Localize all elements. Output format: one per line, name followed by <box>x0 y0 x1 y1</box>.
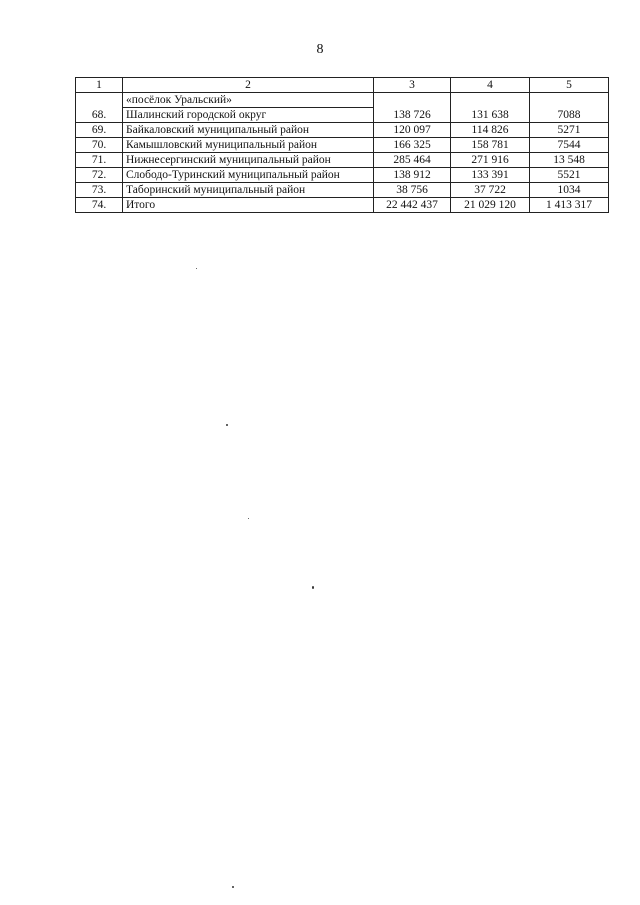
scan-speck <box>226 424 228 426</box>
table-header-row <box>76 78 609 93</box>
row-value-col5-cell: 1 413 317 <box>530 198 609 213</box>
scan-speck <box>312 586 314 589</box>
row-value-col5-cell: 7088 <box>530 108 609 123</box>
continuation-num-cell <box>76 93 123 108</box>
row-number-cell: 71. <box>76 153 123 168</box>
row-value-col5-cell: 5521 <box>530 168 609 183</box>
table-row <box>76 153 609 168</box>
row-value-col5-cell: 7544 <box>530 138 609 153</box>
header-cell-3: 3 <box>374 78 451 93</box>
row-value-col4-cell: 131 638 <box>451 108 530 123</box>
table-row <box>76 168 609 183</box>
row-name-cell: Таборинский муниципальный район <box>123 183 374 198</box>
row-value-col4-cell: 133 391 <box>451 168 530 183</box>
table-row <box>76 123 609 138</box>
row-value-col3-cell: 38 756 <box>374 183 451 198</box>
table-row <box>76 138 609 153</box>
row-number-cell: 74. <box>76 198 123 213</box>
row-value-col5-cell: 13 548 <box>530 153 609 168</box>
row-value-col3-cell: 285 464 <box>374 153 451 168</box>
header-cell-2: 2 <box>123 78 374 93</box>
row-value-col3-cell: 138 726 <box>374 108 451 123</box>
row-name-cell: Камышловский муниципальный район <box>123 138 374 153</box>
row-value-col4-cell: 271 916 <box>451 153 530 168</box>
table-row <box>76 108 609 123</box>
row-value-col3-cell: 166 325 <box>374 138 451 153</box>
row-value-col4-cell: 37 722 <box>451 183 530 198</box>
header-cell-4: 4 <box>451 78 530 93</box>
row-value-col5-cell: 5271 <box>530 123 609 138</box>
continuation-text-cell: «посёлок Уральский» <box>123 93 374 108</box>
table-row <box>76 183 609 198</box>
row-number-cell: 69. <box>76 123 123 138</box>
row-name-cell: Итого <box>123 198 374 213</box>
continuation-value-cell <box>374 93 451 108</box>
row-number-cell: 68. <box>76 108 123 123</box>
row-name-cell: Шалинский городской округ <box>123 108 374 123</box>
row-value-col4-cell: 158 781 <box>451 138 530 153</box>
page-number: 8 <box>316 42 324 57</box>
row-value-col3-cell: 138 912 <box>374 168 451 183</box>
scan-speck <box>196 268 197 269</box>
header-cell-5: 5 <box>530 78 609 93</box>
scan-speck <box>232 886 234 888</box>
row-number-cell: 70. <box>76 138 123 153</box>
row-value-col4-cell: 21 029 120 <box>451 198 530 213</box>
table-body <box>76 78 609 213</box>
row-name-cell: Байкаловский муниципальный район <box>123 123 374 138</box>
data-table <box>75 77 609 213</box>
row-value-col4-cell: 114 826 <box>451 123 530 138</box>
row-number-cell: 73. <box>76 183 123 198</box>
header-cell-1: 1 <box>76 78 123 93</box>
continuation-row <box>76 93 609 108</box>
row-name-cell: Слободо-Туринский муниципальный район <box>123 168 374 183</box>
row-number-cell: 72. <box>76 168 123 183</box>
row-value-col3-cell: 120 097 <box>374 123 451 138</box>
continuation-value-cell <box>451 93 530 108</box>
scan-speck <box>248 518 249 519</box>
table-row <box>76 198 609 213</box>
row-name-cell: Нижнесергинский муниципальный район <box>123 153 374 168</box>
row-value-col3-cell: 22 442 437 <box>374 198 451 213</box>
continuation-value-cell <box>530 93 609 108</box>
row-value-col5-cell: 1034 <box>530 183 609 198</box>
